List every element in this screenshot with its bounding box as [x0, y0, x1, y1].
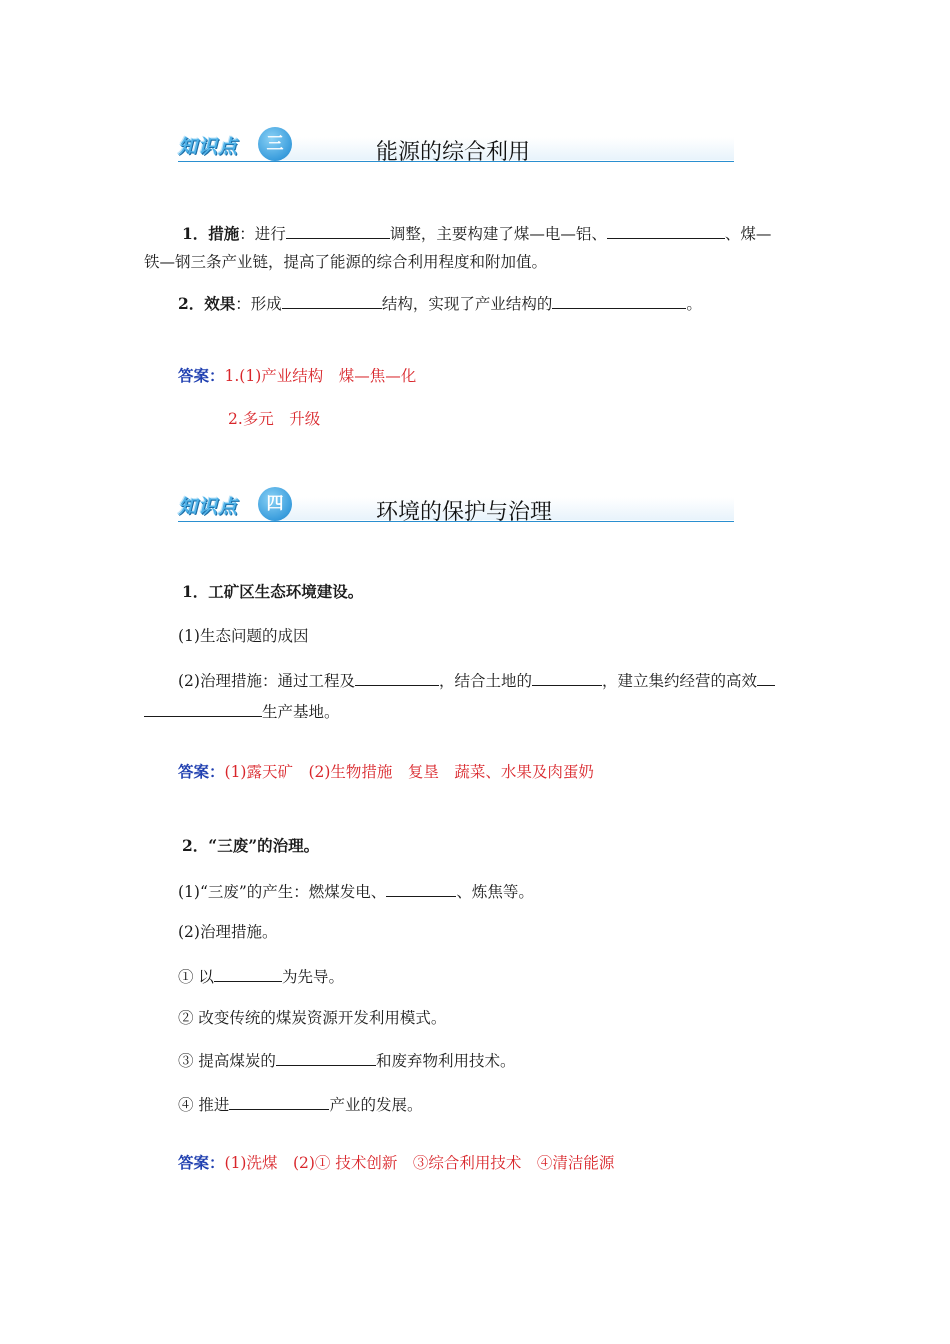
answer-energy-2: 2.多元 升级 [228, 410, 321, 428]
question-measures: (2)治理措施：通过工程及 ，结合土地的 ，建立集约经营的高效 [178, 669, 775, 691]
question-measures-cont: 生产基地。 [144, 700, 340, 722]
badge-label: 知识点 [178, 496, 239, 518]
subheading-mining: 1．工矿区生态环境建设。 [182, 582, 364, 601]
blank-field [355, 669, 439, 686]
paragraph-measures: 1．措施：进行 调整，主要构建了煤—电—铝、 、煤— [182, 224, 772, 243]
section-title: 环境的保护与治理 [376, 500, 553, 525]
section-header-energy [178, 122, 734, 168]
answer-three-wastes: 答案：(1)洗煤 (2)① 技术创新 ③综合利用技术 ④清洁能源 [178, 1153, 615, 1172]
answer-energy-1: 答案：1.(1)产业结构 煤—焦—化 [178, 366, 417, 385]
blank-field [607, 222, 725, 239]
badge-number-icon: 三 [258, 127, 292, 161]
item-4: ④ 推进 产业的发展。 [178, 1093, 422, 1115]
question-waste-source: (1)“三废”的产生：燃煤发电、 、炼焦等。 [178, 880, 534, 902]
question-cause: (1)生态问题的成因 [178, 627, 309, 645]
blank-field [757, 669, 775, 686]
subheading-three-wastes: 2．“三废”的治理。 [182, 836, 320, 855]
blank-field [214, 965, 282, 982]
blank-field [286, 222, 390, 239]
question-waste-measures: (2)治理措施。 [178, 923, 278, 941]
item-3: ③ 提高煤炭的 和废弃物利用技术。 [178, 1049, 515, 1071]
blank-field [276, 1049, 376, 1066]
blank-field [552, 292, 686, 309]
blank-field [282, 292, 382, 309]
paragraph-effect: 2．效果：形成 结构，实现了产业结构的 。 [178, 294, 702, 313]
knowledge-point-badge [178, 488, 296, 520]
section-header-environment [178, 482, 734, 528]
blank-field [386, 880, 456, 897]
item-2: ② 改变传统的煤炭资源开发利用模式。 [178, 1009, 447, 1027]
item-1: ① 以 为先导。 [178, 965, 344, 987]
blank-field [532, 669, 602, 686]
badge-label: 知识点 [178, 136, 239, 158]
badge-number-icon: 四 [258, 487, 292, 521]
knowledge-point-badge [178, 128, 296, 160]
blank-field [144, 700, 262, 717]
blank-field [229, 1093, 329, 1110]
section-title: 能源的综合利用 [376, 140, 531, 165]
answer-mining: 答案：(1)露天矿 (2)生物措施 复垦 蔬菜、水果及肉蛋奶 [178, 762, 594, 781]
paragraph-measures-cont: 铁—钢三条产业链，提高了能源的综合利用程度和附加值。 [144, 253, 548, 271]
